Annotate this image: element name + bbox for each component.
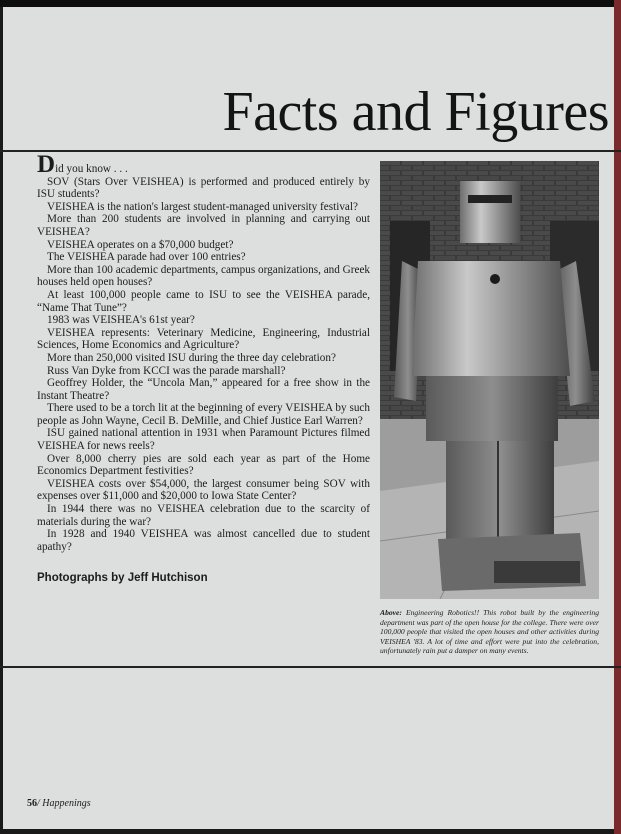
caption-lead: Above: bbox=[380, 608, 402, 617]
fact-item: At least 100,000 people came to ISU to see the VEISHEA parade, “Name That Tune”? bbox=[37, 288, 370, 314]
binding-edge bbox=[614, 0, 621, 834]
page-top-edge bbox=[0, 0, 621, 7]
fact-item: VEISHEA represents: Veterinary Medicine, Engineering, Industrial Sciences, Home Economics and Agriculture? bbox=[37, 326, 370, 352]
robot-photo bbox=[380, 161, 599, 599]
fact-item: More than 250,000 visited ISU during the three day celebration? bbox=[47, 351, 336, 364]
fact-item: The VEISHEA parade had over 100 entries? bbox=[47, 251, 246, 264]
fact-item: Geoffrey Holder, the “Uncola Man,” appeared for a free show in the Instant Theatre? bbox=[37, 377, 370, 402]
fact-item: More than 200 students are involved in planning and carrying out VEISHEA? bbox=[37, 213, 370, 238]
page-number: 56 bbox=[27, 798, 37, 809]
photo-credit: Photographs by Jeff Hutchison bbox=[37, 572, 208, 584]
robot-photo-illustration bbox=[380, 161, 599, 599]
page-footer bbox=[27, 798, 91, 809]
section-name: / Happenings bbox=[37, 798, 91, 809]
fact-item: In 1928 and 1940 VEISHEA was almost cancelled due to student apathy? bbox=[37, 528, 370, 553]
fact-item: In 1944 there was no VEISHEA celebration due to the scarcity of materials during the war? bbox=[37, 503, 370, 528]
page-title: Facts and Figures bbox=[222, 81, 609, 143]
fact-item: VEISHEA costs over $54,000, the largest consumer being SOV with expenses over $11,000 and $20,000 to Iowa State Center? bbox=[37, 477, 370, 503]
fact-item: SOV (Stars Over VEISHEA) is performed and produced entirely by ISU students? bbox=[37, 175, 370, 201]
fact-item: More than 100 academic departments, campus organizations, and Greek houses held open houses? bbox=[37, 263, 370, 289]
photo-caption bbox=[380, 608, 599, 656]
bottom-rule bbox=[0, 666, 621, 668]
fact-item: ISU gained national attention in 1931 when Paramount Pictures filmed VEISHEA for news reels? bbox=[37, 427, 370, 453]
fact-item: Russ Van Dyke from KCCI was the parade marshall? bbox=[47, 364, 286, 377]
fact-item: Over 8,000 cherry pies are sold each year as part of the Home Economics Department festivities? bbox=[37, 452, 370, 478]
caption-text: Engineering Robotics!! This robot built by the engineering department was part of the open house for the college. There were over 100,000 people that visited the open houses and other activities during VEISHEA '83. A lot of time and effort were put into the celebration, unfortunately rain put a damper on many events. bbox=[380, 608, 599, 656]
facts-list bbox=[37, 176, 370, 554]
intro-line bbox=[37, 151, 370, 178]
drop-cap: D bbox=[37, 151, 56, 178]
title-rule bbox=[0, 150, 621, 152]
fact-item: 1983 was VEISHEA's 61st year? bbox=[47, 314, 195, 327]
fact-item: VEISHEA operates on a $70,000 budget? bbox=[47, 238, 234, 251]
fact-item: VEISHEA is the nation's largest student-managed university festival? bbox=[47, 200, 358, 213]
fact-item: There used to be a torch lit at the beginning of every VEISHEA by such people as John Wayne, Cecil B. DeMille, and Chief Justice Earl Warren? bbox=[37, 402, 370, 427]
facts-column bbox=[37, 151, 370, 553]
intro-text: id you know . . . bbox=[55, 163, 128, 175]
